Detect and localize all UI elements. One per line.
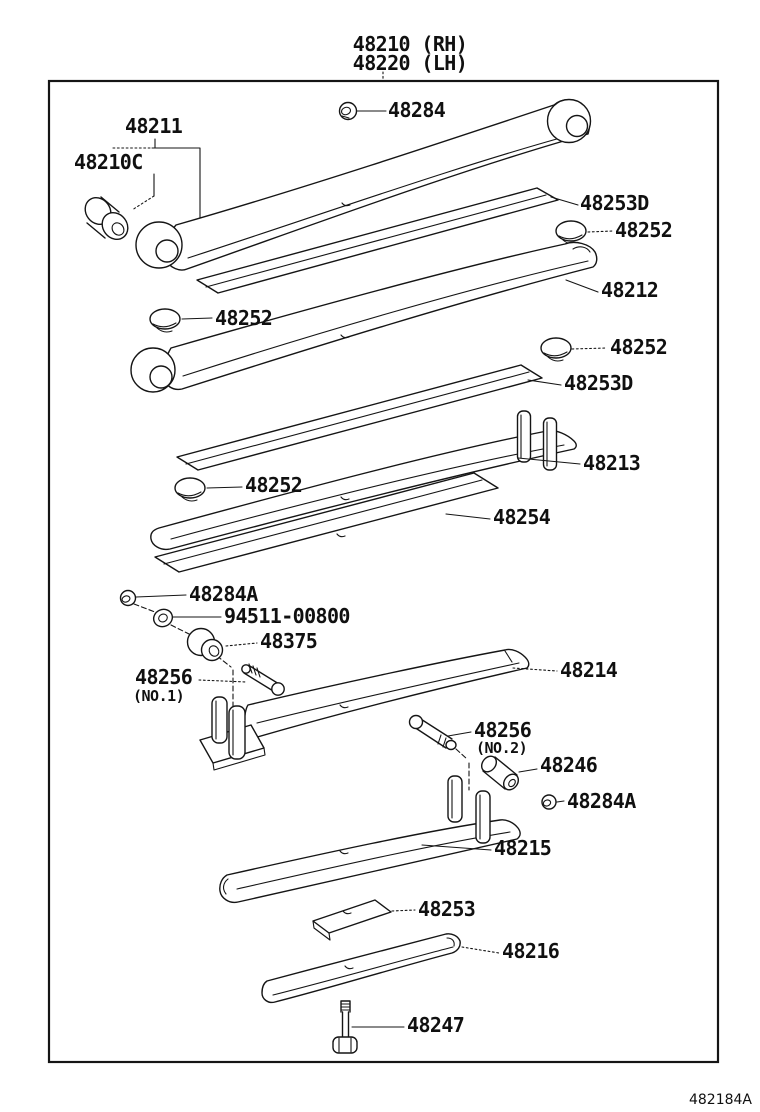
leaf6-inner-edge (273, 947, 453, 995)
leader-48284A-2 (557, 801, 564, 802)
label-48216: 48216 (502, 939, 560, 963)
cap-icon (556, 221, 586, 241)
label-48284A-2: 48284A (567, 789, 636, 813)
label-48247: 48247 (407, 1013, 465, 1037)
silencer-sheet-2 (177, 365, 633, 470)
leaf-spring-no5 (220, 776, 551, 902)
leaf-spring-no4 (200, 649, 618, 770)
leaf-spring-no6 (262, 934, 559, 1003)
leader-48252-1 (588, 231, 613, 232)
leaf3-clip-a (518, 411, 531, 462)
label-48284: 48284 (388, 98, 446, 122)
label-48252-1: 48252 (615, 218, 673, 242)
leaf1-right-eye-hole (567, 116, 588, 137)
assembly-title (353, 32, 467, 81)
label-48284A-1: 48284A (189, 582, 258, 606)
nut-icon (340, 103, 357, 120)
leader-48252-3 (572, 348, 607, 349)
part-48247-center-bolt (333, 1001, 464, 1053)
label-48252-3: 48252 (610, 335, 668, 359)
bolt-48256-1-head (272, 683, 284, 695)
leader-48252-4 (207, 487, 242, 488)
label-48252-4: 48252 (245, 473, 303, 497)
bolt-48256-2-thread-end (446, 741, 456, 750)
leader-48246 (519, 769, 537, 772)
leader-48254 (446, 514, 490, 519)
pad-outline (313, 900, 391, 933)
leader-48256-2 (448, 732, 471, 736)
leaf6-outline (262, 934, 460, 1003)
label-48211: 48211 (125, 114, 183, 138)
label-48212: 48212 (601, 278, 659, 302)
label-48253D-2: 48253D (564, 371, 633, 395)
cap-icon (150, 309, 180, 329)
bolt-48247-threads (341, 1004, 350, 1010)
leader-48253D-2 (528, 380, 561, 385)
label-48253D-1: 48253D (580, 191, 649, 215)
leader-48252-2 (182, 318, 212, 319)
label-48210C: 48210C (74, 150, 143, 174)
leaf4-clip-b (229, 706, 245, 759)
cap-48252-right-middle (541, 335, 667, 361)
leader-48375 (226, 643, 257, 646)
label-48254: 48254 (493, 505, 551, 529)
label-48213: 48213 (583, 451, 641, 475)
cap-48252-top-right (556, 218, 672, 244)
leader-48210C-dotted (132, 196, 154, 210)
label-48214: 48214 (560, 658, 618, 682)
part-48284-nut (340, 98, 446, 122)
bushing-48375-face (202, 640, 223, 661)
leaf5-outline (220, 820, 520, 903)
figure-code: 482184A (688, 1092, 752, 1108)
title-rh: 48210 (RH) (352, 32, 468, 56)
label-48256-2-sub: (NO.2) (476, 739, 528, 757)
label-48256-2: 48256 (474, 718, 532, 742)
leaf5-clip-a (448, 776, 462, 822)
washer-94511-icon (151, 606, 175, 629)
leader-48253 (392, 910, 415, 911)
leader-48284A-1 (136, 595, 186, 597)
cap-icon (541, 338, 571, 358)
label-48253: 48253 (418, 897, 476, 921)
leaf-spring-no2 (131, 242, 658, 392)
leaf3-clip-b (544, 418, 557, 470)
leaf-spring-no3 (151, 411, 640, 549)
cap-icon (175, 478, 205, 498)
leader-48256-1 (199, 680, 246, 682)
label-48252-2: 48252 (215, 306, 273, 330)
leaf5-clip-b (476, 791, 490, 843)
bolt-48256-2-head (410, 716, 423, 729)
bolt-48256-1-thread-end (242, 665, 250, 673)
leader-48216 (462, 947, 499, 953)
label-48215: 48215 (494, 836, 552, 860)
bolt-48247-shaft (343, 1012, 349, 1038)
leaf4-clip-a (212, 697, 227, 743)
label-48246: 48246 (540, 753, 598, 777)
spacer-48246-face (501, 771, 522, 792)
cap-48252-left-upper (150, 306, 272, 332)
bolt-48247-head (333, 1037, 357, 1053)
label-48256-1-sub: (NO.1) (133, 687, 185, 705)
hardware-cluster-right (410, 716, 637, 814)
label-48256-1: 48256 (135, 665, 193, 689)
cap-48252-left-lower (175, 473, 302, 501)
leader-48212 (566, 280, 598, 292)
leaf2-left-eye-hole (150, 366, 172, 388)
label-94511: 94511-00800 (224, 604, 350, 628)
label-48375: 48375 (260, 629, 318, 653)
leaf1-left-eye-hole (156, 240, 178, 262)
title-lh: 48220 (LH) (352, 51, 468, 75)
